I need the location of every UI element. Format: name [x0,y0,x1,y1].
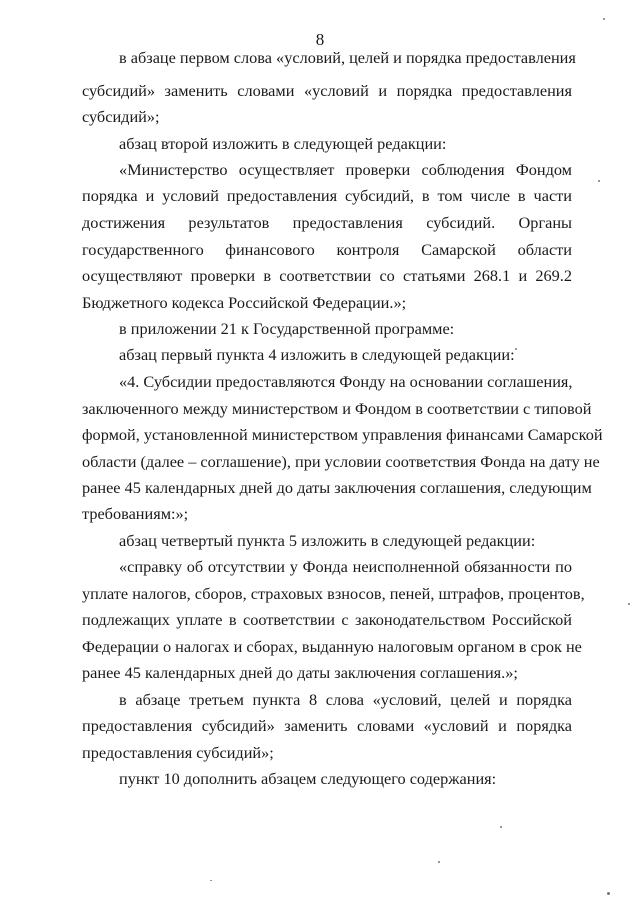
text-line: заключенного между министерством и Фондом в соответствии с типовой [82,399,592,418]
text-line: порядка и условий предоставления субсидий, в том числе в части [82,186,572,205]
text-line: в абзаце третьем пункта 8 слова «условий, целей и порядка [119,690,572,709]
scan-speck [500,826,502,828]
text-line: абзац четвертый пункта 5 изложить в следующей редакции: [119,531,536,550]
text-line: субсидий»; [82,107,160,126]
text-line: подлежащих уплате в соответствии с законодательством Российской [82,610,572,629]
text-line: пункт 10 дополнить абзацем следующего содержания: [119,769,497,788]
text-line: абзац второй изложить в следующей редакции: [119,134,447,153]
scan-speck [515,348,517,350]
text-line: в абзаце первом слова «условий, целей и порядка предоставления [119,48,576,67]
scan-speck [438,861,440,863]
page-number: 8 [315,30,325,49]
text-line: ранее 45 календарных дней до даты заключения соглашения, следующим [82,478,592,497]
text-line: предоставления субсидий»; [82,743,274,762]
text-line: «Министерство осуществляет проверки соблюдения Фондом [119,160,572,179]
text-line: предоставления субсидий» заменить словами «условий и порядка [82,716,572,735]
text-line: достижения результатов предоставления субсидий. Органы [82,213,572,232]
text-line: формой, установленной министерством управления финансами Самарской [82,425,603,444]
text-line: осуществляют проверки в соответствии со статьями 268.1 и 269.2 [82,266,572,285]
text-line: государственного финансового контроля Самарской области [82,240,572,259]
scan-speck [598,180,600,182]
text-line: уплате налогов, сборов, страховых взносов, пеней, штрафов, процентов, [82,584,585,603]
text-line: «4. Субсидии предоставляются Фонду на основании соглашения, [119,372,573,391]
text-line: требованиям:»; [82,504,189,523]
text-line: Федерации о налогах и сборах, выданную налоговым органом в срок не [82,637,582,656]
scan-speck [607,892,610,895]
text-line: Бюджетного кодекса Российской Федерации.»; [82,293,407,312]
text-line: области (далее – соглашение), при условии соответствия Фонда на дату не [82,452,600,471]
scan-speck [210,880,212,881]
text-line: в приложении 21 к Государственной программе: [119,319,455,338]
scan-speck [603,18,605,20]
text-line: ранее 45 календарных дней до даты заключения соглашения.»; [82,663,518,682]
text-line: абзац первый пункта 4 изложить в следующей редакции: [119,345,515,364]
text-line: субсидий» заменить словами «условий и порядка предоставления [82,81,572,100]
scan-speck [628,603,630,605]
text-line: «справку об отсутствии у Фонда неисполненной обязанности по [119,557,572,576]
